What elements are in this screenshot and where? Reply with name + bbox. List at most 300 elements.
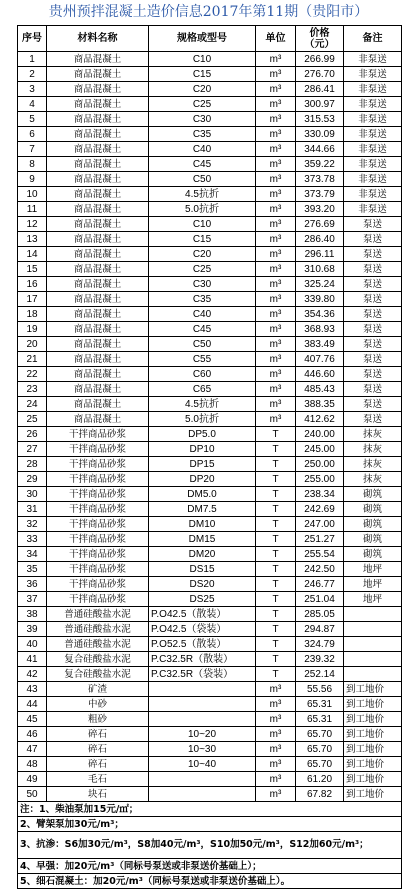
cell-row-number: 41 bbox=[18, 652, 47, 667]
cell-price: 65.70 bbox=[296, 727, 344, 742]
cell-material-name: 商品混凝土 bbox=[47, 217, 149, 232]
table-row bbox=[18, 562, 402, 577]
table-row bbox=[18, 532, 402, 547]
note-row bbox=[18, 859, 402, 874]
cell-material-name: 中砂 bbox=[47, 697, 149, 712]
cell-unit: m³ bbox=[256, 262, 296, 277]
cell-material-name: 干拌商品砂浆 bbox=[47, 517, 149, 532]
table-row bbox=[18, 367, 402, 382]
cell-remark bbox=[344, 607, 402, 622]
cell-price: 294.87 bbox=[296, 622, 344, 637]
cell-material-name: 商品混凝土 bbox=[47, 322, 149, 337]
cell-unit: m³ bbox=[256, 742, 296, 757]
cell-row-number: 49 bbox=[18, 772, 47, 787]
cell-material-name: 干拌商品砂浆 bbox=[47, 472, 149, 487]
cell-row-number: 50 bbox=[18, 787, 47, 802]
cell-price: 246.77 bbox=[296, 577, 344, 592]
cell-price: 324.79 bbox=[296, 637, 344, 652]
cell-row-number: 44 bbox=[18, 697, 47, 712]
cell-spec-model: DM10 bbox=[149, 517, 256, 532]
cell-spec-model: P.O52.5（散装） bbox=[149, 637, 256, 652]
cell-remark: 泵送 bbox=[344, 247, 402, 262]
cell-unit: m³ bbox=[256, 187, 296, 202]
cell-spec-model: 4.5抗折 bbox=[149, 397, 256, 412]
cell-spec-model: C65 bbox=[149, 382, 256, 397]
cell-spec-model: DP20 bbox=[149, 472, 256, 487]
cell-spec-model: 10~20 bbox=[149, 727, 256, 742]
table-row bbox=[18, 787, 402, 802]
header-spec: 规格或型号 bbox=[149, 26, 256, 52]
cell-row-number: 14 bbox=[18, 247, 47, 262]
cell-spec-model: C15 bbox=[149, 232, 256, 247]
cell-material-name: 干拌商品砂浆 bbox=[47, 532, 149, 547]
cell-price: 373.79 bbox=[296, 187, 344, 202]
cell-spec-model: P.O42.5（袋装） bbox=[149, 622, 256, 637]
cell-spec-model: C20 bbox=[149, 247, 256, 262]
cell-unit: m³ bbox=[256, 727, 296, 742]
cell-material-name: 商品混凝土 bbox=[47, 112, 149, 127]
cell-unit: m³ bbox=[256, 277, 296, 292]
table-row bbox=[18, 442, 402, 457]
cell-material-name: 商品混凝土 bbox=[47, 262, 149, 277]
table-row bbox=[18, 352, 402, 367]
cell-unit: m³ bbox=[256, 52, 296, 67]
cell-spec-model: 10~30 bbox=[149, 742, 256, 757]
cell-spec-model: C10 bbox=[149, 52, 256, 67]
header-no: 序号 bbox=[18, 26, 47, 52]
cell-spec-model bbox=[149, 772, 256, 787]
cell-price: 412.62 bbox=[296, 412, 344, 427]
header-row bbox=[18, 26, 402, 52]
cell-remark bbox=[344, 652, 402, 667]
cell-unit: m³ bbox=[256, 247, 296, 262]
cell-remark: 到工地价 bbox=[344, 697, 402, 712]
cell-remark: 非泵送 bbox=[344, 127, 402, 142]
cell-material-name: 商品混凝土 bbox=[47, 187, 149, 202]
cell-material-name: 商品混凝土 bbox=[47, 397, 149, 412]
table-row bbox=[18, 172, 402, 187]
cell-unit: m³ bbox=[256, 382, 296, 397]
cell-remark: 泵送 bbox=[344, 292, 402, 307]
cell-spec-model: C20 bbox=[149, 82, 256, 97]
cell-material-name: 商品混凝土 bbox=[47, 157, 149, 172]
cell-material-name: 商品混凝土 bbox=[47, 337, 149, 352]
table-row bbox=[18, 292, 402, 307]
cell-price: 373.78 bbox=[296, 172, 344, 187]
cell-row-number: 7 bbox=[18, 142, 47, 157]
cell-spec-model: C30 bbox=[149, 112, 256, 127]
cell-remark: 非泵送 bbox=[344, 82, 402, 97]
cell-row-number: 35 bbox=[18, 562, 47, 577]
cell-price: 310.68 bbox=[296, 262, 344, 277]
table-row bbox=[18, 502, 402, 517]
cell-price: 286.41 bbox=[296, 82, 344, 97]
cell-unit: T bbox=[256, 532, 296, 547]
cell-row-number: 15 bbox=[18, 262, 47, 277]
table-row bbox=[18, 82, 402, 97]
cell-unit: m³ bbox=[256, 307, 296, 322]
cell-material-name: 碎石 bbox=[47, 727, 149, 742]
note-text: 3、抗渗：S6加30元/m³，S8加40元/m³，S10加50元/m³，S12加60元/m³； bbox=[18, 832, 402, 859]
cell-price: 247.00 bbox=[296, 517, 344, 532]
cell-material-name: 毛石 bbox=[47, 772, 149, 787]
cell-row-number: 23 bbox=[18, 382, 47, 397]
cell-spec-model: C35 bbox=[149, 292, 256, 307]
cell-row-number: 3 bbox=[18, 82, 47, 97]
cell-spec-model bbox=[149, 697, 256, 712]
price-table bbox=[17, 25, 402, 889]
cell-material-name: 商品混凝土 bbox=[47, 292, 149, 307]
cell-row-number: 19 bbox=[18, 322, 47, 337]
cell-row-number: 46 bbox=[18, 727, 47, 742]
cell-material-name: 干拌商品砂浆 bbox=[47, 562, 149, 577]
cell-price: 393.20 bbox=[296, 202, 344, 217]
cell-unit: T bbox=[256, 457, 296, 472]
cell-spec-model: C40 bbox=[149, 142, 256, 157]
cell-remark: 泵送 bbox=[344, 322, 402, 337]
cell-remark: 泵送 bbox=[344, 232, 402, 247]
cell-spec-model: C30 bbox=[149, 277, 256, 292]
cell-row-number: 27 bbox=[18, 442, 47, 457]
note-row bbox=[18, 832, 402, 859]
cell-material-name: 商品混凝土 bbox=[47, 172, 149, 187]
cell-remark: 非泵送 bbox=[344, 52, 402, 67]
cell-remark: 到工地价 bbox=[344, 727, 402, 742]
cell-spec-model: C40 bbox=[149, 307, 256, 322]
cell-price: 286.40 bbox=[296, 232, 344, 247]
cell-material-name: 矿渣 bbox=[47, 682, 149, 697]
cell-remark: 抹灰 bbox=[344, 442, 402, 457]
cell-row-number: 42 bbox=[18, 667, 47, 682]
cell-spec-model: DM20 bbox=[149, 547, 256, 562]
cell-row-number: 4 bbox=[18, 97, 47, 112]
cell-material-name: 干拌商品砂浆 bbox=[47, 442, 149, 457]
cell-remark: 地坪 bbox=[344, 562, 402, 577]
cell-unit: m³ bbox=[256, 157, 296, 172]
cell-remark: 抹灰 bbox=[344, 427, 402, 442]
table-row bbox=[18, 127, 402, 142]
cell-row-number: 36 bbox=[18, 577, 47, 592]
cell-unit: m³ bbox=[256, 697, 296, 712]
cell-price: 251.04 bbox=[296, 592, 344, 607]
table-row bbox=[18, 607, 402, 622]
cell-unit: T bbox=[256, 607, 296, 622]
cell-remark: 泵送 bbox=[344, 337, 402, 352]
cell-remark: 地坪 bbox=[344, 592, 402, 607]
cell-remark: 到工地价 bbox=[344, 682, 402, 697]
cell-unit: m³ bbox=[256, 337, 296, 352]
cell-remark: 砌筑 bbox=[344, 487, 402, 502]
table-row bbox=[18, 112, 402, 127]
cell-material-name: 商品混凝土 bbox=[47, 382, 149, 397]
cell-spec-model: C15 bbox=[149, 67, 256, 82]
cell-remark: 非泵送 bbox=[344, 97, 402, 112]
cell-material-name: 商品混凝土 bbox=[47, 412, 149, 427]
cell-spec-model bbox=[149, 787, 256, 802]
table-row bbox=[18, 682, 402, 697]
cell-spec-model: 4.5抗折 bbox=[149, 187, 256, 202]
cell-price: 339.80 bbox=[296, 292, 344, 307]
cell-unit: m³ bbox=[256, 67, 296, 82]
cell-price: 65.70 bbox=[296, 742, 344, 757]
cell-price: 238.34 bbox=[296, 487, 344, 502]
cell-row-number: 13 bbox=[18, 232, 47, 247]
cell-remark: 砌筑 bbox=[344, 532, 402, 547]
cell-price: 368.93 bbox=[296, 322, 344, 337]
cell-unit: m³ bbox=[256, 757, 296, 772]
cell-price: 446.60 bbox=[296, 367, 344, 382]
cell-material-name: 干拌商品砂浆 bbox=[47, 592, 149, 607]
note-row bbox=[18, 874, 402, 889]
cell-price: 315.53 bbox=[296, 112, 344, 127]
cell-spec-model: C25 bbox=[149, 262, 256, 277]
cell-row-number: 40 bbox=[18, 637, 47, 652]
cell-material-name: 商品混凝土 bbox=[47, 82, 149, 97]
table-row bbox=[18, 277, 402, 292]
table-row bbox=[18, 727, 402, 742]
cell-price: 276.70 bbox=[296, 67, 344, 82]
cell-unit: T bbox=[256, 427, 296, 442]
cell-unit: m³ bbox=[256, 142, 296, 157]
note-row bbox=[18, 817, 402, 832]
table-row bbox=[18, 217, 402, 232]
cell-spec-model: C25 bbox=[149, 97, 256, 112]
cell-spec-model: DP15 bbox=[149, 457, 256, 472]
cell-unit: m³ bbox=[256, 82, 296, 97]
cell-spec-model: C55 bbox=[149, 352, 256, 367]
cell-spec-model: DM7.5 bbox=[149, 502, 256, 517]
table-row bbox=[18, 262, 402, 277]
cell-unit: T bbox=[256, 547, 296, 562]
table-row bbox=[18, 547, 402, 562]
cell-material-name: 商品混凝土 bbox=[47, 52, 149, 67]
cell-price: 242.69 bbox=[296, 502, 344, 517]
cell-spec-model: 10~40 bbox=[149, 757, 256, 772]
cell-material-name: 干拌商品砂浆 bbox=[47, 427, 149, 442]
cell-spec-model: C45 bbox=[149, 322, 256, 337]
cell-material-name: 复合硅酸盐水泥 bbox=[47, 652, 149, 667]
cell-remark: 到工地价 bbox=[344, 787, 402, 802]
cell-unit: m³ bbox=[256, 412, 296, 427]
cell-unit: m³ bbox=[256, 172, 296, 187]
cell-spec-model: DP10 bbox=[149, 442, 256, 457]
cell-unit: m³ bbox=[256, 367, 296, 382]
table-row bbox=[18, 412, 402, 427]
cell-row-number: 29 bbox=[18, 472, 47, 487]
cell-material-name: 干拌商品砂浆 bbox=[47, 577, 149, 592]
cell-price: 485.43 bbox=[296, 382, 344, 397]
cell-spec-model: C35 bbox=[149, 127, 256, 142]
cell-row-number: 12 bbox=[18, 217, 47, 232]
notes-section bbox=[18, 802, 402, 889]
cell-unit: T bbox=[256, 622, 296, 637]
cell-row-number: 22 bbox=[18, 367, 47, 382]
cell-remark: 地坪 bbox=[344, 577, 402, 592]
cell-spec-model: DM15 bbox=[149, 532, 256, 547]
cell-remark: 非泵送 bbox=[344, 112, 402, 127]
note-text: 注：1、柴油泵加15元/㎡； bbox=[18, 802, 402, 817]
cell-price: 252.14 bbox=[296, 667, 344, 682]
cell-unit: T bbox=[256, 637, 296, 652]
cell-remark: 泵送 bbox=[344, 307, 402, 322]
cell-spec-model: C50 bbox=[149, 172, 256, 187]
cell-row-number: 48 bbox=[18, 757, 47, 772]
cell-unit: T bbox=[256, 517, 296, 532]
cell-material-name: 干拌商品砂浆 bbox=[47, 547, 149, 562]
cell-material-name: 干拌商品砂浆 bbox=[47, 487, 149, 502]
table-row bbox=[18, 637, 402, 652]
cell-row-number: 8 bbox=[18, 157, 47, 172]
cell-row-number: 25 bbox=[18, 412, 47, 427]
table-row bbox=[18, 247, 402, 262]
cell-row-number: 26 bbox=[18, 427, 47, 442]
cell-material-name: 商品混凝土 bbox=[47, 247, 149, 262]
cell-spec-model: C50 bbox=[149, 337, 256, 352]
cell-unit: m³ bbox=[256, 127, 296, 142]
cell-remark bbox=[344, 637, 402, 652]
cell-spec-model: 5.0抗折 bbox=[149, 412, 256, 427]
cell-remark: 泵送 bbox=[344, 277, 402, 292]
cell-material-name: 商品混凝土 bbox=[47, 232, 149, 247]
table-row bbox=[18, 757, 402, 772]
cell-spec-model bbox=[149, 712, 256, 727]
table-row bbox=[18, 577, 402, 592]
cell-material-name: 商品混凝土 bbox=[47, 367, 149, 382]
cell-price: 359.22 bbox=[296, 157, 344, 172]
cell-remark: 非泵送 bbox=[344, 142, 402, 157]
cell-material-name: 复合硅酸盐水泥 bbox=[47, 667, 149, 682]
cell-material-name: 商品混凝土 bbox=[47, 352, 149, 367]
cell-price: 65.31 bbox=[296, 712, 344, 727]
cell-spec-model: C45 bbox=[149, 157, 256, 172]
table-row bbox=[18, 397, 402, 412]
cell-price: 251.27 bbox=[296, 532, 344, 547]
cell-remark: 泵送 bbox=[344, 217, 402, 232]
cell-unit: m³ bbox=[256, 112, 296, 127]
cell-spec-model: C10 bbox=[149, 217, 256, 232]
cell-spec-model: P.C32.5R（袋装） bbox=[149, 667, 256, 682]
cell-spec-model: DS20 bbox=[149, 577, 256, 592]
cell-remark: 非泵送 bbox=[344, 67, 402, 82]
cell-remark: 泵送 bbox=[344, 367, 402, 382]
table-row bbox=[18, 517, 402, 532]
table-row bbox=[18, 697, 402, 712]
cell-row-number: 21 bbox=[18, 352, 47, 367]
cell-remark: 泵送 bbox=[344, 382, 402, 397]
cell-remark: 砌筑 bbox=[344, 502, 402, 517]
cell-unit: T bbox=[256, 592, 296, 607]
cell-unit: T bbox=[256, 667, 296, 682]
cell-row-number: 16 bbox=[18, 277, 47, 292]
cell-price: 239.32 bbox=[296, 652, 344, 667]
cell-price: 330.09 bbox=[296, 127, 344, 142]
cell-row-number: 1 bbox=[18, 52, 47, 67]
header-remark: 备注 bbox=[344, 26, 402, 52]
cell-unit: m³ bbox=[256, 292, 296, 307]
table-row bbox=[18, 337, 402, 352]
cell-row-number: 5 bbox=[18, 112, 47, 127]
cell-row-number: 10 bbox=[18, 187, 47, 202]
cell-unit: m³ bbox=[256, 787, 296, 802]
cell-remark bbox=[344, 667, 402, 682]
cell-price: 407.76 bbox=[296, 352, 344, 367]
cell-spec-model bbox=[149, 682, 256, 697]
cell-material-name: 干拌商品砂浆 bbox=[47, 502, 149, 517]
cell-material-name: 商品混凝土 bbox=[47, 97, 149, 112]
cell-unit: m³ bbox=[256, 397, 296, 412]
table-row bbox=[18, 67, 402, 82]
table-row bbox=[18, 592, 402, 607]
cell-price: 296.11 bbox=[296, 247, 344, 262]
cell-material-name: 商品混凝土 bbox=[47, 307, 149, 322]
cell-price: 242.50 bbox=[296, 562, 344, 577]
cell-remark: 到工地价 bbox=[344, 742, 402, 757]
cell-remark: 到工地价 bbox=[344, 757, 402, 772]
cell-material-name: 商品混凝土 bbox=[47, 67, 149, 82]
cell-row-number: 24 bbox=[18, 397, 47, 412]
cell-unit: m³ bbox=[256, 712, 296, 727]
cell-unit: T bbox=[256, 502, 296, 517]
table-row bbox=[18, 667, 402, 682]
cell-unit: T bbox=[256, 472, 296, 487]
table-row bbox=[18, 742, 402, 757]
cell-remark: 非泵送 bbox=[344, 157, 402, 172]
cell-remark: 非泵送 bbox=[344, 172, 402, 187]
table-row bbox=[18, 157, 402, 172]
cell-material-name: 粗砂 bbox=[47, 712, 149, 727]
cell-row-number: 2 bbox=[18, 67, 47, 82]
cell-unit: m³ bbox=[256, 352, 296, 367]
cell-remark: 到工地价 bbox=[344, 712, 402, 727]
header-unit: 单位 bbox=[256, 26, 296, 52]
cell-spec-model: P.C32.5R（散装） bbox=[149, 652, 256, 667]
cell-unit: T bbox=[256, 652, 296, 667]
cell-row-number: 31 bbox=[18, 502, 47, 517]
cell-price: 266.99 bbox=[296, 52, 344, 67]
table-row bbox=[18, 457, 402, 472]
document-title: 贵州预拌混凝土造价信息2017年第11期（贵阳市） bbox=[48, 4, 369, 20]
cell-remark bbox=[344, 622, 402, 637]
cell-material-name: 碎石 bbox=[47, 742, 149, 757]
cell-spec-model: DS15 bbox=[149, 562, 256, 577]
cell-material-name: 商品混凝土 bbox=[47, 127, 149, 142]
cell-row-number: 11 bbox=[18, 202, 47, 217]
table-row bbox=[18, 772, 402, 787]
cell-price: 383.49 bbox=[296, 337, 344, 352]
cell-row-number: 38 bbox=[18, 607, 47, 622]
cell-row-number: 30 bbox=[18, 487, 47, 502]
table-row bbox=[18, 622, 402, 637]
cell-remark: 泵送 bbox=[344, 352, 402, 367]
cell-spec-model: P.O42.5（散装） bbox=[149, 607, 256, 622]
cell-unit: m³ bbox=[256, 217, 296, 232]
table-row bbox=[18, 712, 402, 727]
cell-remark: 非泵送 bbox=[344, 187, 402, 202]
header-price: 价格（元） bbox=[296, 26, 344, 52]
cell-row-number: 43 bbox=[18, 682, 47, 697]
table-row bbox=[18, 472, 402, 487]
note-row bbox=[18, 802, 402, 817]
cell-remark: 到工地价 bbox=[344, 772, 402, 787]
table-row bbox=[18, 427, 402, 442]
cell-row-number: 28 bbox=[18, 457, 47, 472]
cell-price: 354.36 bbox=[296, 307, 344, 322]
cell-price: 240.00 bbox=[296, 427, 344, 442]
cell-unit: T bbox=[256, 562, 296, 577]
note-text: 2、臂架泵加30元/m³； bbox=[18, 817, 402, 832]
cell-price: 325.24 bbox=[296, 277, 344, 292]
cell-remark: 非泵送 bbox=[344, 202, 402, 217]
